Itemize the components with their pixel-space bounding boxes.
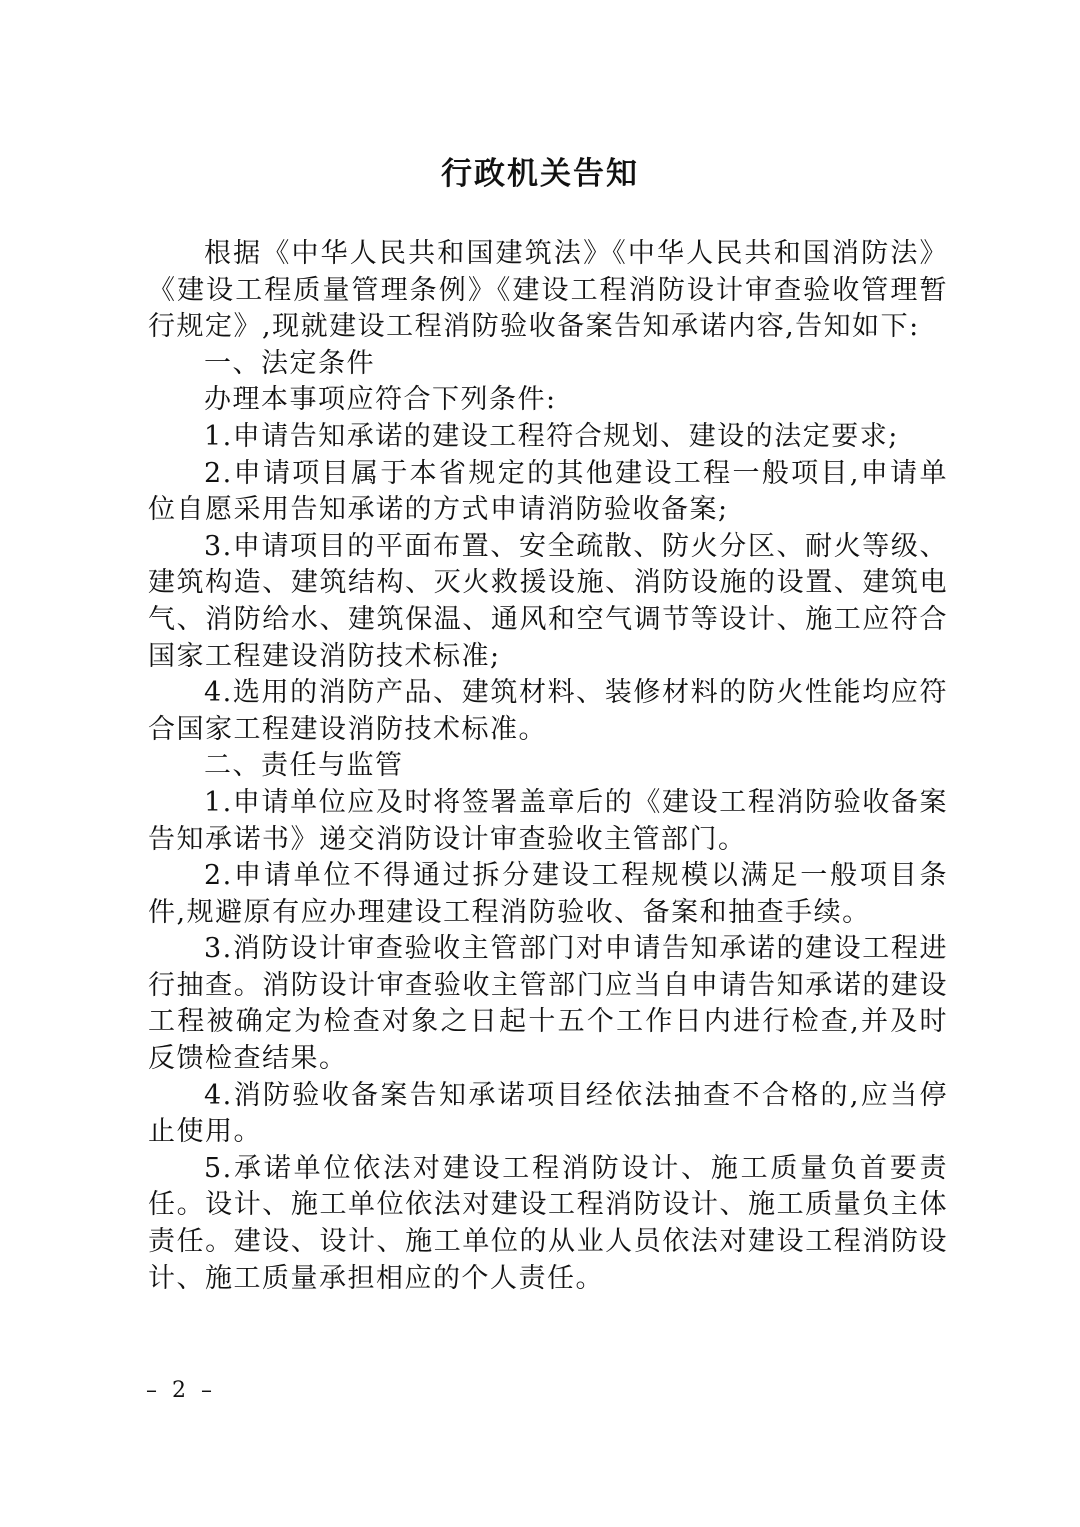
responsibility-item-4: 4.消防验收备案告知承诺项目经依法抽查不合格的,应当停止使用。: [148, 1079, 948, 1148]
document-body: [148, 236, 948, 1297]
paragraph-conditions-lead: 办理本事项应符合下列条件:: [204, 384, 557, 416]
responsibility-item-1: 1.申请单位应及时将签署盖章后的《建设工程消防验收备案告知承诺书》递交消防设计审查验收主管部门。: [148, 786, 948, 855]
condition-item-3: 3.申请项目的平面布置、安全疏散、防火分区、耐火等级、建筑构造、建筑结构、灭火救援设施、消防设施的设置、建筑电气、消防给水、建筑保温、通风和空气调节等设计、施工应符合国家工程建设消防技术标准;: [148, 530, 948, 672]
condition-item-2: 2.申请项目属于本省规定的其他建设工程一般项目,申请单位自愿采用告知承诺的方式申请消防验收备案;: [148, 457, 948, 526]
paragraph-intro: 根据《中华人民共和国建筑法》《中华人民共和国消防法》《建设工程质量管理条例》《建设工程消防设计审查验收管理暂行规定》,现就建设工程消防验收备案告知承诺内容,告知如下:: [148, 238, 948, 343]
condition-item-1: 1.申请告知承诺的建设工程符合规划、建设的法定要求;: [204, 420, 899, 452]
responsibility-item-5: 5.承诺单位依法对建设工程消防设计、施工质量负首要责任。设计、施工单位依法对建设工程消防设计、施工质量负主体责任。建设、设计、施工单位的从业人员依法对建设工程消防设计、施工质量承担相应的个人责任。: [148, 1152, 948, 1294]
section-heading-responsibility: 二、责任与监管: [204, 750, 404, 782]
condition-item-4: 4.选用的消防产品、建筑材料、装修材料的防火性能均应符合国家工程建设消防技术标准。: [148, 677, 948, 745]
page-number: – 2 –: [146, 1378, 216, 1403]
responsibility-item-2: 2.申请单位不得通过拆分建设工程规模以满足一般项目条件,规避原有应办理建设工程消防验收、备案和抽查手续。: [148, 860, 948, 928]
section-heading-legal-conditions: 一、法定条件: [204, 347, 375, 379]
document-title: 行政机关告知: [441, 156, 639, 192]
responsibility-item-3: 3.消防设计审查验收主管部门对申请告知承诺的建设工程进行抽查。消防设计审查验收主管部门应当自申请告知承诺的建设工程被确定为检查对象之日起十五个工作日内进行检查,并及时反馈检查结果。: [148, 933, 948, 1075]
